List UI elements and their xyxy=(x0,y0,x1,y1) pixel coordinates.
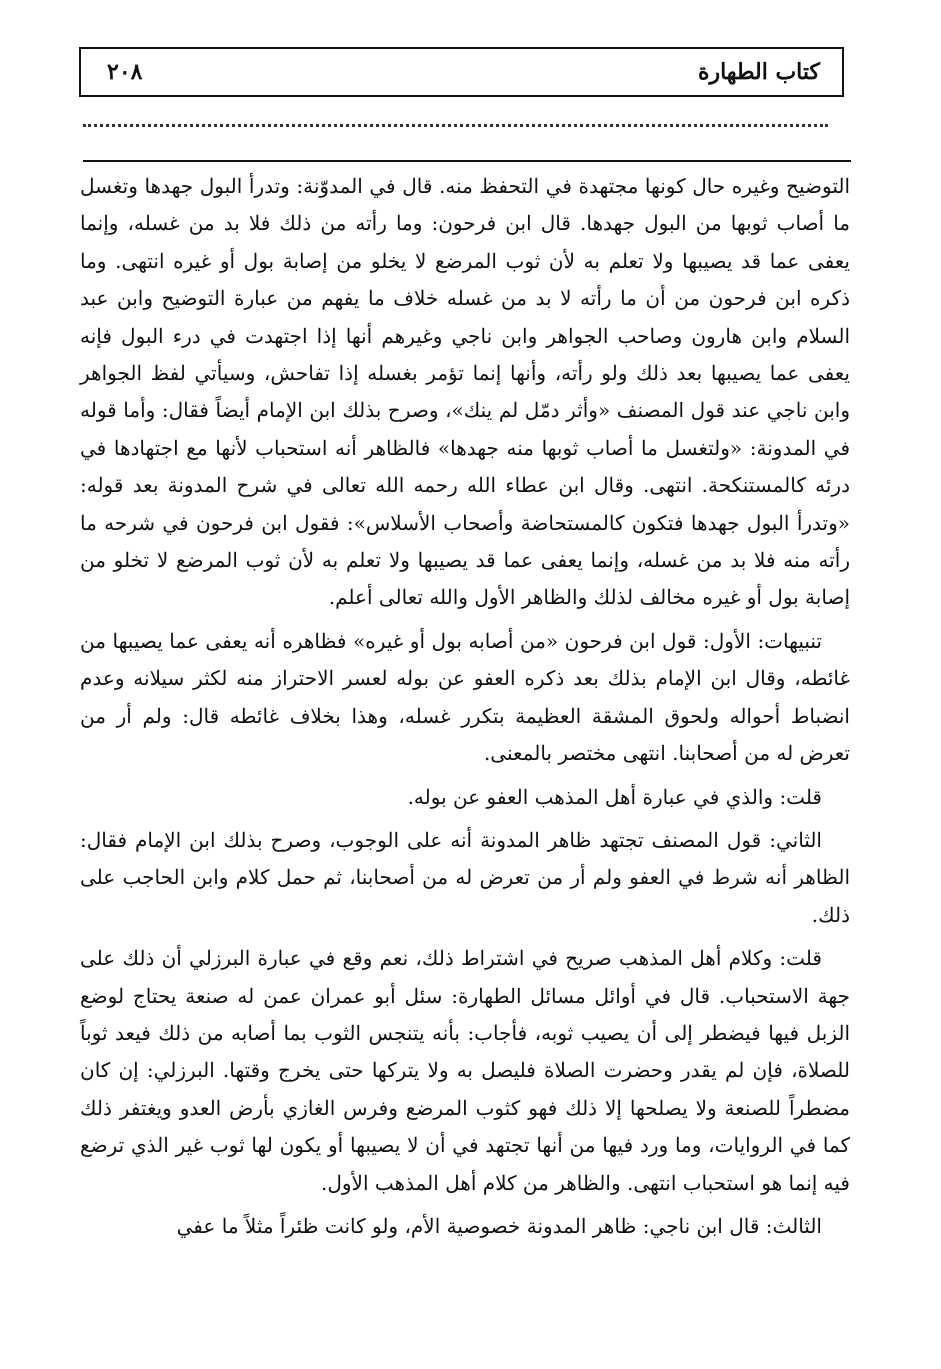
running-header xyxy=(79,47,844,97)
paragraph: قلت: وكلام أهل المذهب صريح في اشتراط ذلك، نعم وقع في عبارة البرزلي أن ذلك على جهة الاستحباب. قال في أوائل مسائل الطهارة: سئل أبو عمران عمن له صنعة يحتاج لوضع الزبل فيها فيضطر إلى أن يصيب ثوبه، فأجاب: بأنه يتنجس الثوب بما أصابه من ذلك فيعد ثوباً للصلاة، فإن لم يقدر وحضرت الصلاة فليصل به ولا يتركها حتى يخرج وقتها. البرزلي: إن كان مضطراً للصنعة ولا يصلحها إلا ذلك فهو كثوب المرضع وفرس الغازي بأرض العدو ويغتفر ذلك كما في الروايات، وما ورد فيها من أنها تجتهد في أن لا يصيبها أو يكون لها ثوب غير الذي ترضع فيه إنما هو استحباب انتهى. والظاهر من كلام أهل المذهب الأول. xyxy=(80,946,851,1195)
page-number: ٢٠٨ xyxy=(107,59,143,85)
paragraph: الثالث: قال ابن ناجي: ظاهر المدونة خصوصية الأم، ولو كانت ظئراً مثلاً ما عفي xyxy=(176,1213,822,1238)
paragraph: الثاني: قول المصنف تجتهد ظاهر المدونة أنه على الوجوب، وصرح بذلك ابن الإمام فقال: الظاهر أنه شرط في العفو ولم أر من تعرض له من أصحابنا، ثم حمل كلام وابن الحاجب على ذلك. xyxy=(80,827,851,927)
body-text xyxy=(80,168,850,1251)
paragraph: تنبيهات: الأول: قول ابن فرحون «من أصابه بول أو غيره» فظاهره أنه يعفى عما يصيبها من غائطه، وقال ابن الإمام بذلك بعد ذكره العفو عن بوله لعسر الاحتراز منه لكثر سيلانه وعدم انضباط أحواله ولحوق المشقة العظيمة بتكرر غسله، وهذا بخلاف غائطه قال: ولم أر من تعرض له من أصحابنا. انتهى مختصر بالمعنى. xyxy=(80,628,850,766)
paragraph: قلت: والذي في عبارة أهل المذهب العفو عن بوله. xyxy=(407,784,822,809)
book-title: كتاب الطهارة xyxy=(697,59,820,85)
paragraph: التوضيح وغيره حال كونها مجتهدة في التحفظ منه. قال في المدوّنة: وتدرأ البول جهدها وتغسل ما أصاب ثوبها من البول جهدها. قال ابن فرحون: وما رأته من ذلك فلا بد من غسله، وإنما يعفى عما قد يصيبها ولا تعلم به لأن ثوب المرضع لا يخلو من إصابة بول أو غيره انتهى. وما ذكره ابن فرحون من أن ما رأته لا بد من غسله خلاف ما يفهم من عبارة التوضيح وابن عبد السلام وابن هارون وصاحب الجواهر وابن ناجي وغيرهم أنها إذا اجتهدت في درء البول فإنه يعفى عما يصيبها بعد ذلك ولو رأته، وأنها إنما تؤمر بغسله إذا تفاحش، وسيأتي لفظ الجواهر وابن ناجي عند قول المصنف «وأثر دمّل لم ينك»، وصرح بذلك ابن الإمام أيضاً فقال: وأما قوله في المدونة: «ولتغسل ما أصاب ثوبها منه جهدها» فالظاهر أنه استحباب لأنها مع اجتهادها في درئه كالمستنكحة. انتهى. وقال ابن عطاء الله رحمه الله تعالى في شرح المدونة بعد قوله: «وتدرأ البول جهدها فتكون كالمستحاضة وأصحاب الأسلاس»: فقول ابن فرحون في شرحه ما رأته منه فلا بد من غسله، وإنما يعفى عما قد يصيبها ولا تعلم به لأن ثوب المرضع لا تخلو من إصابة بول أو غيره مخالف لذلك والظاهر الأول والله تعالى أعلم. xyxy=(80,174,851,610)
dotted-separator xyxy=(83,124,828,127)
horizontal-rule xyxy=(83,160,851,162)
